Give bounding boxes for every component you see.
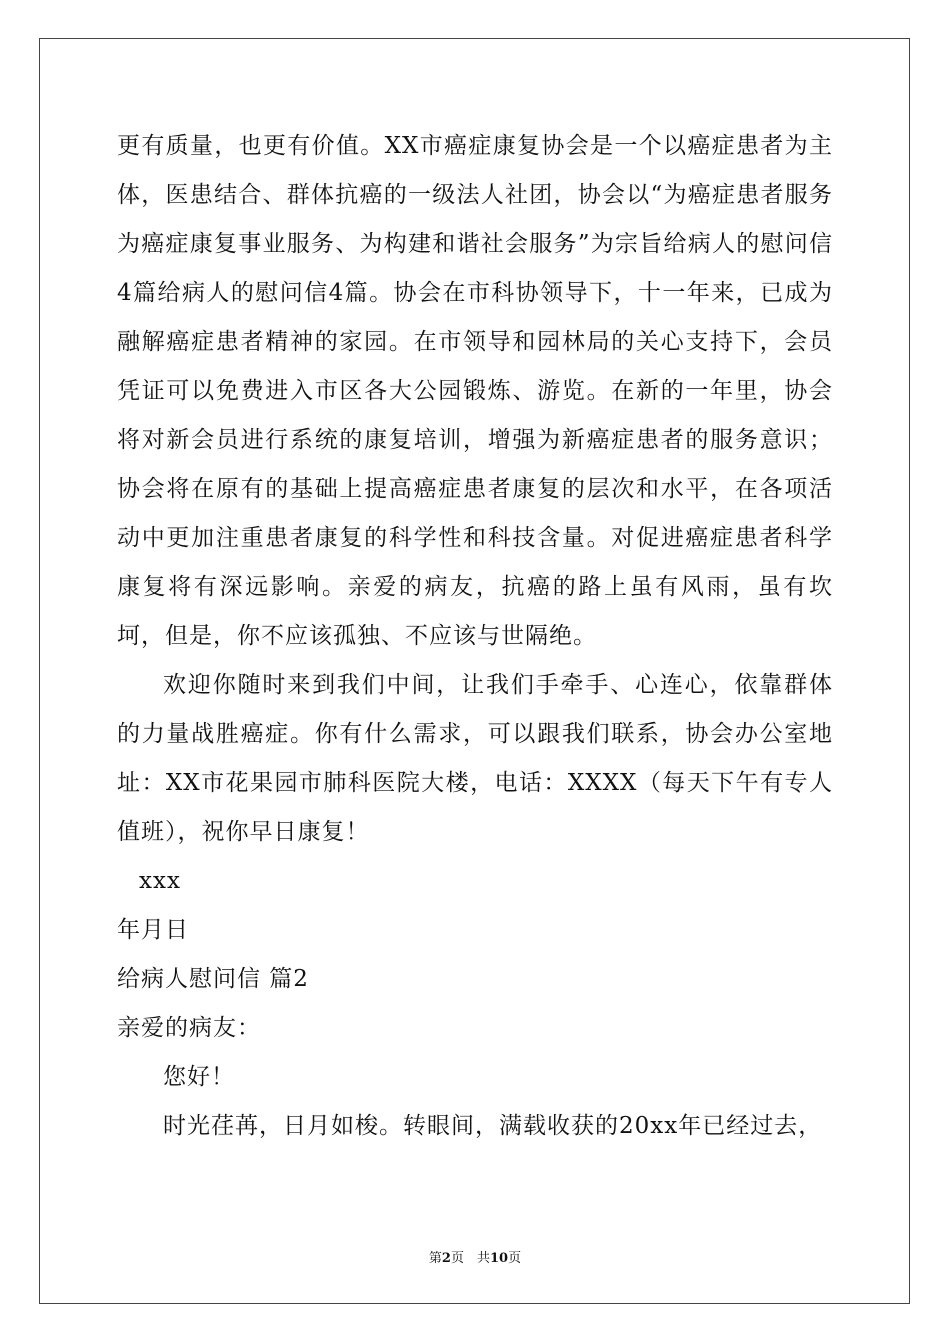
page-prefix: 第 (428, 1251, 442, 1266)
total-pages: 10 (489, 1251, 509, 1266)
salutation: 亲爱的病友： (117, 1015, 261, 1041)
page-mid: 页 共 (450, 1251, 490, 1266)
page-footer (0, 1247, 950, 1266)
page-suffix: 页 (508, 1251, 522, 1266)
section-title: 给病人慰问信 篇2 (117, 966, 309, 992)
greeting: 您好！ (163, 1064, 235, 1090)
opening-line: 时光荏苒，日月如梭。转眼间，满载收获的20xx年已经过去， (163, 1113, 823, 1139)
page-number: 2 (441, 1251, 451, 1266)
body-paragraph-2: 欢迎你随时来到我们中间，让我们手牵手、心连心，依靠群体的力量战胜癌症。你有什么需求，可以跟我们联系，协会办公室地址：XX市花果园市肺科医院大楼，电话：XXXX（每天下午有专人值班），祝你早日康复！ (117, 672, 833, 845)
body-paragraph-1: 更有质量，也更有价值。XX市癌症康复协会是一个以癌症患者为主体，医患结合、群体抗癌的一级法人社团，协会以“为癌症患者服务为癌症康复事业服务、为构建和谐社会服务”为宗旨给病人的慰问信4篇给病人的慰问信4篇。协会在市科协领导下，十一年来，已成为融解癌症患者精神的家园。在市领导和园林局的关心支持下，会员凭证可以免费进入市区各大公园锻炼、游览。在新的一年里，协会将对新会员进行系统的康复培训，增强为新癌症患者的服务意识；协会将在原有的基础上提高癌症患者康复的层次和水平，在各项活动中更加注重患者康复的科学性和科技含量。对促进癌症患者科学康复将有深远影响。亲爱的病友，抗癌的路上虽有风雨，虽有坎坷，但是，你不应该孤独、不应该与世隔绝。 (117, 133, 833, 649)
document-body (117, 122, 833, 1151)
date-line: 年月日 (117, 917, 189, 943)
signature: xxx (139, 868, 181, 894)
